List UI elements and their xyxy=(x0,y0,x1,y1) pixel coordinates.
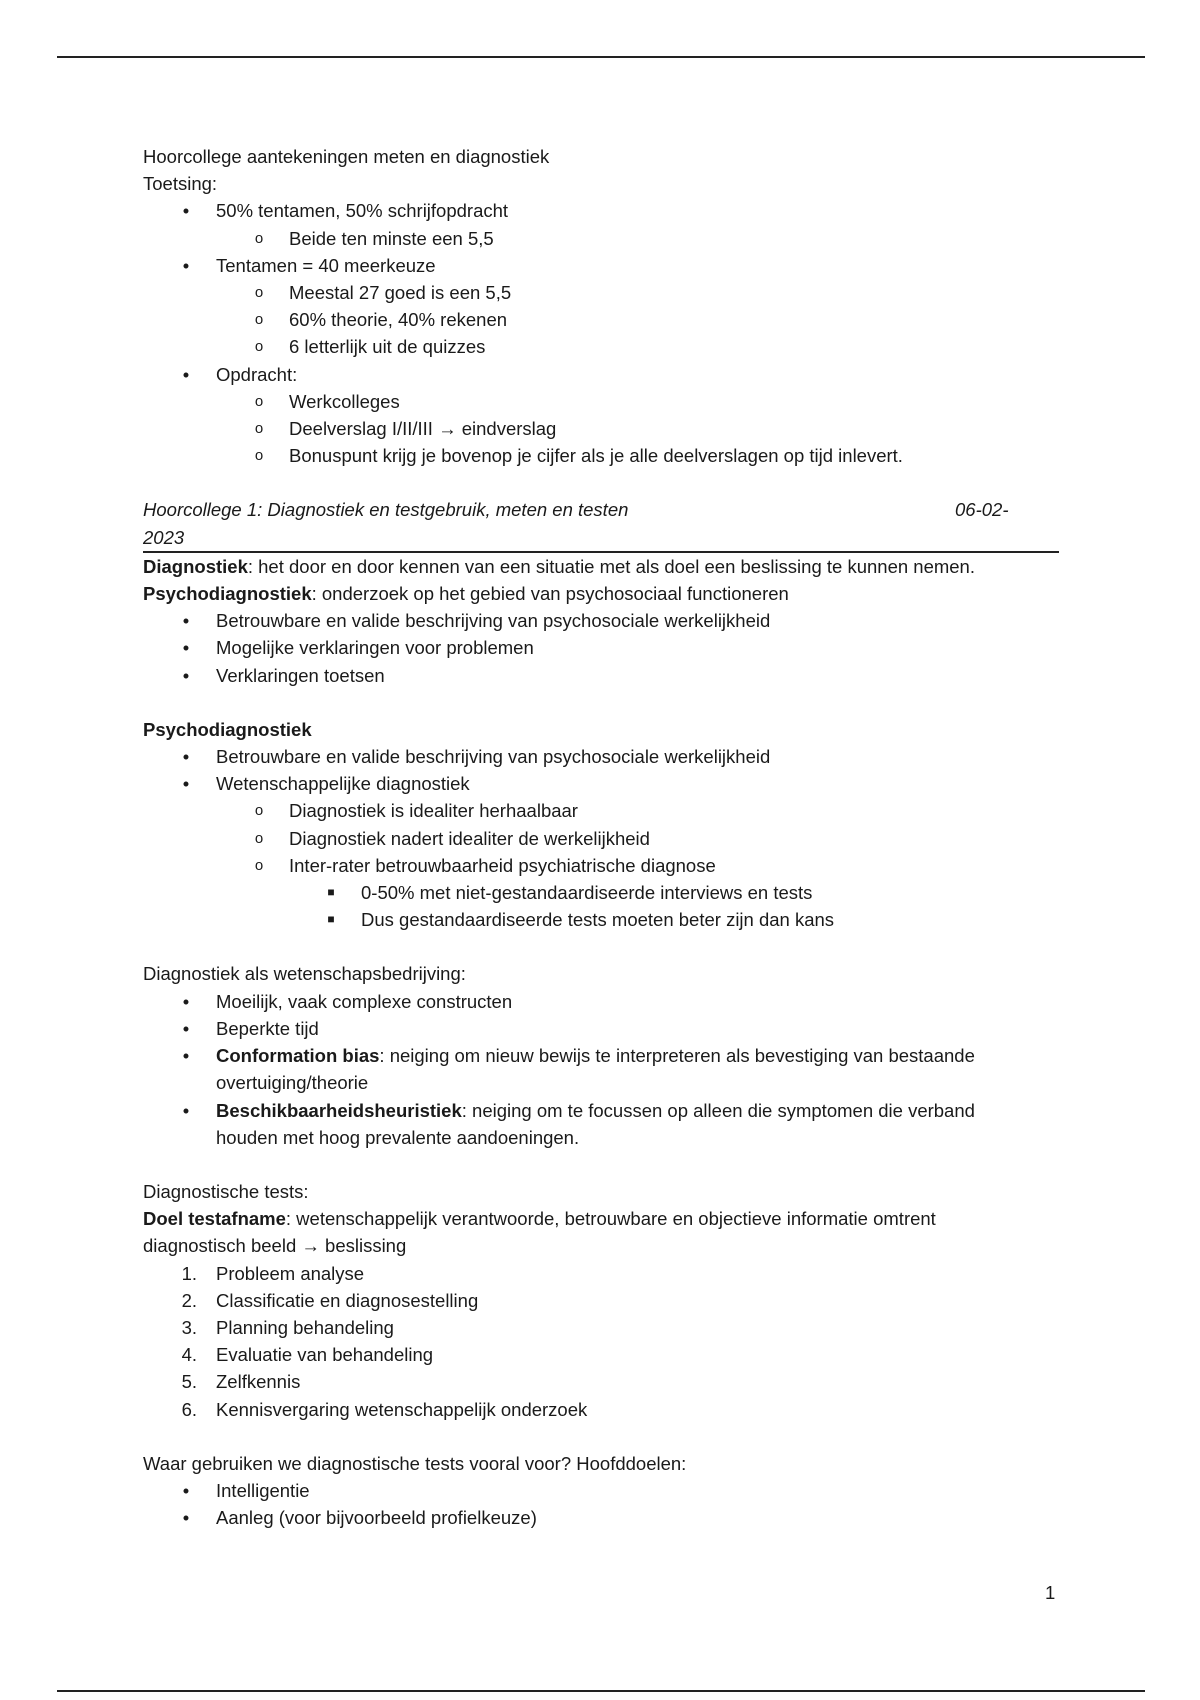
list-item: o Diagnostiek is idealiter herhaalbaar xyxy=(143,797,1059,824)
definition-diagnostiek xyxy=(143,553,1059,580)
bullet-icon: • xyxy=(182,254,190,276)
bullet-icon: • xyxy=(182,1479,190,1501)
square-bullet-icon: ■ xyxy=(327,885,335,900)
lecture-date-part2: 2023 xyxy=(143,526,185,548)
list-item: • Aanleg (voor bijvoorbeeld profielkeuze) xyxy=(143,1504,1059,1531)
lecture-heading xyxy=(143,496,1059,552)
psychodiagnostiek-definition-list xyxy=(143,607,1059,689)
list-item: • Mogelijke verklaringen voor problemen xyxy=(143,634,1059,661)
list-number: 6. xyxy=(181,1398,197,1420)
list-item: • Beschikbaarheidsheuristiek: neiging om te focussen op alleen die symptomen die verband houden met hoog prevalente aandoeningen. xyxy=(143,1097,1059,1151)
bullet-icon: • xyxy=(182,637,190,659)
list-item: 5. Zelfkennis xyxy=(143,1368,1059,1395)
bullet-icon: • xyxy=(182,664,190,686)
tests-numbered-list xyxy=(143,1260,1059,1423)
section-heading-tests: Diagnostische tests: xyxy=(143,1180,309,1202)
list-item: o Inter-rater betrouwbaarheid psychiatrische diagnose xyxy=(143,852,1059,879)
bullet-icon: • xyxy=(182,746,190,768)
circle-bullet-icon: o xyxy=(254,311,264,329)
psychodiagnostiek-list xyxy=(143,743,1059,933)
list-item: o Diagnostiek nadert idealiter de werkelijkheid xyxy=(143,825,1059,852)
toetsing-label: Toetsing: xyxy=(143,173,218,195)
list-item: o Beide ten minste een 5,5 xyxy=(143,225,1059,252)
list-item: • Moeilijk, vaak complexe constructen xyxy=(143,988,1059,1015)
page-number: 1 xyxy=(1045,1582,1056,1603)
definition-text: : onderzoek op het gebied van psychosociaal functioneren xyxy=(311,583,789,605)
list-item: • Tentamen = 40 meerkeuze xyxy=(143,252,1059,279)
circle-bullet-icon: o xyxy=(254,829,264,847)
term-psychodiagnostiek: Psychodiagnostiek xyxy=(143,583,312,605)
list-item: • Betrouwbare en valide beschrijving van psychosociale werkelijkheid xyxy=(143,607,1059,634)
list-item: ■ 0-50% met niet-gestandaardiseerde interviews en tests xyxy=(143,879,1059,906)
list-item: 4. Evaluatie van behandeling xyxy=(143,1341,1059,1368)
list-item: 1. Probleem analyse xyxy=(143,1260,1059,1287)
list-item: • Betrouwbare en valide beschrijving van psychosociale werkelijkheid xyxy=(143,743,1059,770)
bullet-icon: • xyxy=(182,1099,190,1121)
term-doel-testafname: Doel testafname xyxy=(143,1208,286,1230)
lecture-date-part1: 06-02- xyxy=(955,499,1009,521)
toetsing-list xyxy=(143,197,1059,469)
bullet-icon: • xyxy=(182,610,190,632)
bullet-icon: • xyxy=(182,773,190,795)
term-conformation-bias: Conformation bias xyxy=(216,1045,380,1067)
definition-psychodiagnostiek xyxy=(143,580,1059,607)
list-item: o Bonuspunt krijg je bovenop je cijfer als je alle deelverslagen op tijd inlevert. xyxy=(143,442,1059,469)
list-item: • Verklaringen toetsen xyxy=(143,662,1059,689)
list-item: o Meestal 27 goed is een 5,5 xyxy=(143,279,1059,306)
list-item: 2. Classificatie en diagnosestelling xyxy=(143,1287,1059,1314)
section-heading-wetenschap: Diagnostiek als wetenschapsbedrijving: xyxy=(143,963,466,985)
circle-bullet-icon: o xyxy=(254,420,264,438)
list-number: 3. xyxy=(181,1316,197,1338)
bullet-icon: • xyxy=(182,1507,190,1529)
list-item: • Beperkte tijd xyxy=(143,1015,1059,1042)
list-item: o 6 letterlijk uit de quizzes xyxy=(143,333,1059,360)
bullet-icon: • xyxy=(182,1017,190,1039)
term-beschikbaarheidsheuristiek: Beschikbaarheidsheuristiek xyxy=(216,1099,462,1121)
section-heading-hoofddoelen: Waar gebruiken we diagnostische tests vooral voor? Hoofddoelen: xyxy=(143,1452,687,1474)
list-number: 2. xyxy=(181,1289,197,1311)
list-item: 6. Kennisvergaring wetenschappelijk onderzoek xyxy=(143,1396,1059,1423)
list-item: o Werkcolleges xyxy=(143,388,1059,415)
bullet-icon: • xyxy=(182,363,190,385)
bullet-icon: • xyxy=(182,1045,190,1067)
square-bullet-icon: ■ xyxy=(327,912,335,927)
circle-bullet-icon: o xyxy=(254,856,264,874)
list-number: 1. xyxy=(181,1262,197,1284)
list-item: • 50% tentamen, 50% schrijfopdracht xyxy=(143,197,1059,224)
definition-doel-testafname: Doel testafname: wetenschappelijk verantwoorde, betrouwbare en objectieve informatie omtrent diagnostisch beeld → beslissing xyxy=(143,1208,936,1257)
list-item: • Intelligentie xyxy=(143,1477,1059,1504)
footer-rule xyxy=(57,1690,1145,1692)
wetenschap-list xyxy=(143,988,1059,1151)
bullet-icon: • xyxy=(182,200,190,222)
circle-bullet-icon: o xyxy=(254,392,264,410)
list-item: • Opdracht: xyxy=(143,361,1059,388)
circle-bullet-icon: o xyxy=(254,338,264,356)
list-item: • Wetenschappelijke diagnostiek xyxy=(143,770,1059,797)
circle-bullet-icon: o xyxy=(254,229,264,247)
hoofddoelen-list xyxy=(143,1477,1059,1531)
list-item: o 60% theorie, 40% rekenen xyxy=(143,306,1059,333)
circle-bullet-icon: o xyxy=(254,284,264,302)
list-item: ■ Dus gestandaardiseerde tests moeten beter zijn dan kans xyxy=(143,906,1059,933)
bullet-icon: • xyxy=(182,990,190,1012)
list-item: 3. Planning behandeling xyxy=(143,1314,1059,1341)
circle-bullet-icon: o xyxy=(254,802,264,820)
term-diagnostiek: Diagnostiek xyxy=(143,555,248,577)
document-title: Hoorcollege aantekeningen meten en diagnostiek xyxy=(143,146,550,167)
list-number: 5. xyxy=(181,1371,197,1393)
list-item: o Deelverslag I/II/III → eindverslag xyxy=(143,415,1059,442)
document-page xyxy=(143,143,1059,1531)
circle-bullet-icon: o xyxy=(254,447,264,465)
list-number: 4. xyxy=(181,1344,197,1366)
list-item: • Conformation bias: neiging om nieuw bewijs te interpreteren als bevestiging van bestaande overtuiging/theorie xyxy=(143,1042,1059,1096)
header-rule xyxy=(57,56,1145,58)
lecture-title: Hoorcollege 1: Diagnostiek en testgebruik, meten en testen xyxy=(143,499,629,521)
definition-text: : het door en door kennen van een situatie met als doel een beslissing te kunnen nemen. xyxy=(247,555,975,577)
section-heading-psychodiagnostiek: Psychodiagnostiek xyxy=(143,718,312,740)
